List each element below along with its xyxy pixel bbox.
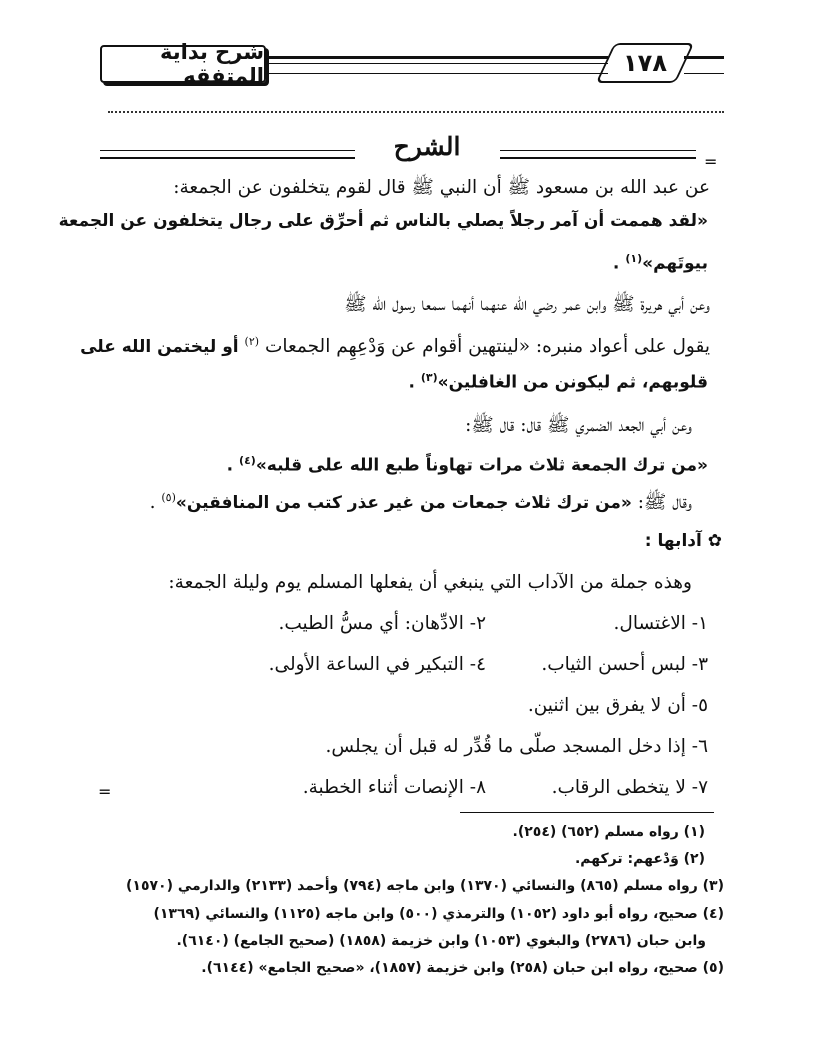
book-title-box [100,40,266,88]
footnote-5: (٥) صحيح، رواه ابن حبان (٢٥٨) وابن خزيمة (١٨٥٧)، «صحيح الجامع» (٦١٤٤). [201,960,724,976]
adab-heading [645,525,722,558]
footnote-1: (١) رواه مسلم (٦٥٢) (٢٥٤). [512,824,705,840]
footnote-ref-2: (٢) [244,335,260,348]
page-number-box [605,43,685,83]
body-line-8: «من ترك الجمعة ثلاث مرات تهاوناً طبع الله على قلبه»$^{(٤)}$ . [226,454,708,476]
footnote-4-cont: وابن حبان (٢٧٨٦) والبغوي (١٠٥٣) وابن خزيمة (١٨٥٨) (صحيح الجامع) (٦١٤٠). [176,933,706,949]
list-item-5: ٥- أن لا يفرق بين اثنين. [527,695,708,716]
body-line-8-text: «من ترك الجمعة ثلاث مرات تهاوناً طبع الله على قلبه» [255,455,708,476]
list-item-6: ٦- إذا دخل المسجد صلّى ما قُدِّر له قبل أن يجلس. [325,736,708,757]
header-rule-right [684,56,724,74]
body-line-6: قلوبهم، ثم ليكونن من الغافلين»$^{(٣)}$ . [408,371,708,393]
body-line-9: وقال ﷺ: «من ترك ثلاث جمعات من غير عذر كتب من المنافقين»$^{(٥)}$ . [149,491,692,514]
section-rule-right [500,150,696,159]
page-number: ١٧٨ [623,49,667,77]
body-line-10: وهذه جملة من الآداب التي ينبغي أن يفعلها المسلم يوم وليلة الجمعة: [168,572,692,593]
body-line-4: وعن أبي هريرة ﷺ وابن عمر رضي الله عنهما أنهما سمعا رسول الله ﷺ [344,294,710,315]
margin-mark-bottom: = [98,782,112,801]
body-line-5 [80,325,710,364]
list-item-4: ٤- التبكير في الساعة الأولى. [268,654,486,675]
footnote-ref-4: (٤) [239,454,256,467]
footnote-ref-1: (١) [625,252,643,265]
body-line-6-text: قلوبهم، ثم ليكونن من الغافلين» [437,372,708,393]
footnote-ref-3: (٣) [420,371,438,384]
body-line-3: بيوتَهم»$^{(١)}$ . [612,252,708,274]
body-line-7: وعن أبي الجعد الضمري ﷺ قال: قال ﷺ: [465,415,692,436]
list-item-7: ٧- لا يتخطى الرقاب. [551,777,708,798]
body-line-5b: أو ليختمن الله على [80,337,239,358]
list-item-1: ١- الاغتسال. [613,613,708,634]
body-line-5a: يقول على أعواد منبره: «لينتهين أقوام عن وَدْعِهِم الجمعات [264,336,710,358]
margin-mark-top: = [704,152,718,171]
footnote-2: (٢) وَدْعهم: تركهم. [574,851,705,867]
header-rule-left [268,56,608,74]
footnote-separator [460,812,714,813]
section-rule-left [100,150,355,159]
list-item-2: ٢- الادِّهان: أي مسُّ الطيب. [278,613,486,634]
footnote-3: (٣) رواه مسلم (٨٦٥) والنسائي (١٣٧٠) وابن ماجه (٧٩٤) وأحمد (٢١٣٣) والدارمي (١٥٧٠) [126,878,724,894]
flower-icon: ✿ [707,531,722,551]
body-line-9a: وقال ﷺ: [637,492,692,514]
body-line-3-text: بيوتَهم» [642,253,708,274]
book-title: شرح بداية المتفقه [160,40,264,88]
adab-heading-text: آدابها : [644,531,702,551]
body-line-2: «لقد هممت أن آمر رجلاً يصلي بالناس ثم أحرِّق على رجال يتخلفون عن الجمعة [58,211,708,231]
body-line-9b: «من ترك ثلاث جمعات من غير عذر كتب من المنافقين» [175,493,632,514]
footnote-4: (٤) صحيح، رواه أبو داود (١٠٥٢) والترمذي (٥٠٠) وابن ماجه (١١٢٥) والنسائي (١٣٦٩) [153,906,724,922]
body-line-1: عن عبد الله بن مسعود ﷺ أن النبي ﷺ قال لقوم يتخلفون عن الجمعة: [173,177,710,198]
list-item-3: ٣- لبس أحسن الثياب. [541,654,708,675]
dotted-divider [108,111,724,113]
footnote-ref-5: (٥) [161,491,176,504]
section-title: الشرح [393,132,461,161]
list-item-8: ٨- الإنصات أثناء الخطبة. [302,777,486,798]
